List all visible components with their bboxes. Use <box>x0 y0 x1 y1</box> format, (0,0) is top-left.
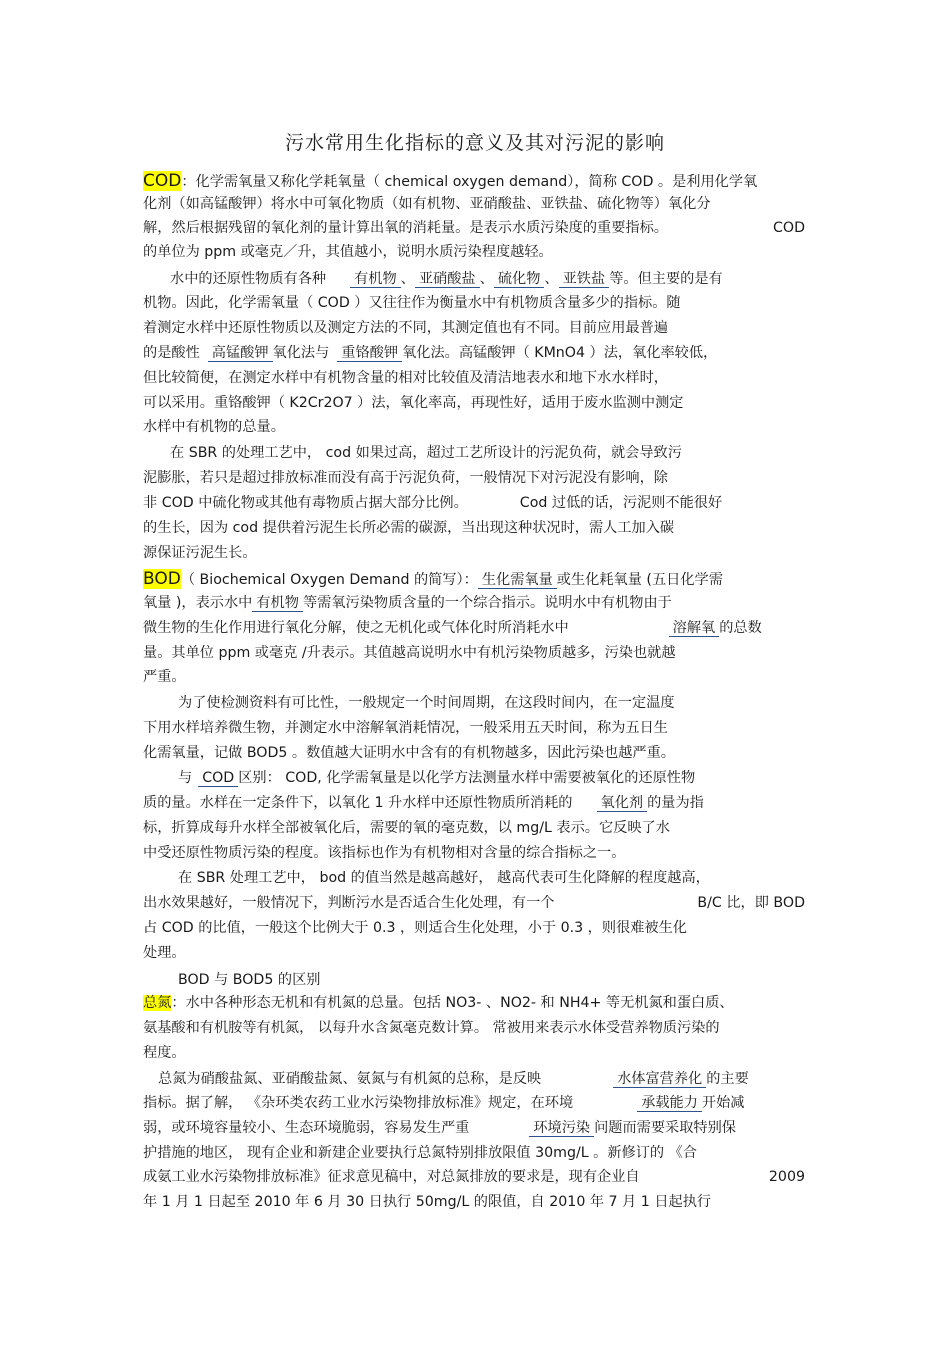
cod-p2-line-3 <box>143 318 668 338</box>
link-pollution: 环境污染 <box>529 1120 594 1137</box>
text: 或生化耗氧量 (五日化学需 <box>556 572 723 588</box>
cod-p2-line-4 <box>143 343 717 363</box>
text: 水中的还原性物质有各种 <box>170 271 327 287</box>
cod-p2-line-1 <box>170 269 723 289</box>
text: 开始减 <box>701 1095 745 1111</box>
text: 2009 <box>768 1169 805 1185</box>
text: 、 <box>544 271 559 287</box>
text: 中受还原性物质污染的程度。该指标也作为有机物相对含量的综合指标之一。 <box>143 845 626 861</box>
text: 的单位为 ppm 或毫克／升，其值越小，说明水质污染程度越轻。 <box>143 244 553 260</box>
tn-p2-line-2 <box>143 1093 744 1113</box>
text: 程度。 <box>143 1045 186 1061</box>
cod-p2-line-5 <box>143 368 668 388</box>
link-cod: COD <box>198 770 238 787</box>
link-oxidant: 氧化剂 <box>597 795 648 812</box>
text: 源保证污泥生长。 <box>143 545 257 561</box>
text: 出水效果越好，一般情况下，判断污水是否适合生化处理，有一个 <box>143 895 555 911</box>
text: 严重。 <box>143 669 186 685</box>
text: 的主要 <box>706 1071 749 1087</box>
link-capacity: 承载能力 <box>637 1095 702 1112</box>
text: 的量为指 <box>647 795 704 811</box>
tn-p2-line-3 <box>143 1118 736 1138</box>
cod-p3-line-2 <box>143 468 668 488</box>
link-sulfide: 硫化物 <box>494 271 545 288</box>
bod-term: BOD <box>143 569 181 589</box>
text: 化剂（如高锰酸钾）将水中可氧化物质（如有机物、亚硝酸盐、亚铁盐、硫化物等）氧化分 <box>143 196 711 212</box>
link-kmno4: 高锰酸钾 <box>208 345 273 362</box>
text: 解，然后根据残留的氧化剂的量计算出氧的消耗量。是表示水质污染度的重要指标。 <box>143 220 668 236</box>
text: 指标。据了解， 《杂环类农药工业水污染物排放标准》规定，在环境 <box>143 1095 574 1111</box>
bod-line-5 <box>143 667 186 687</box>
tn-p2-line-4 <box>143 1143 697 1163</box>
text: 等需氧污染物质含量的一个综合指示。说明水中有机物由于 <box>302 595 672 611</box>
bod-p3-line-4 <box>143 843 625 863</box>
tn-p2-line-5 <box>143 1167 805 1187</box>
bod-line-2 <box>143 593 672 613</box>
text: 年 1 月 1 日起至 2010 年 6 月 30 日执行 50mg/L 的限值，自 2010 年 7 月 1 日起执行 <box>143 1194 712 1210</box>
link-bod: 生化需氧量 <box>478 572 557 589</box>
text: 为了使检测资料有可比性，一般规定一个时间周期，在这段时间内，在一定温度 <box>178 695 675 711</box>
cod-line-4 <box>143 242 553 262</box>
text: 处理。 <box>143 945 186 961</box>
cod-line-2 <box>143 194 711 214</box>
text: 占 COD 的比值，一般这个比例大于 0.3 ，则适合生化处理，小于 0.3 ，则很难被生化 <box>143 920 687 936</box>
tn-term: 总氮 <box>143 995 172 1011</box>
tn-p2-line-6 <box>143 1192 711 1212</box>
text: 在 SBR 的处理工艺中， cod 如果过高，超过工艺所设计的污泥负荷，就会导致污 <box>170 445 682 461</box>
bod-line-4 <box>143 643 676 663</box>
text: 区别： COD, 化学需氧量是以化学方法测量水样中需要被氧化的还原性物 <box>238 770 696 786</box>
cod-p3-line-4 <box>143 518 674 538</box>
cod-p2-line-7 <box>143 417 285 437</box>
cod-p3-line-5 <box>143 543 257 563</box>
text: 弱，或环境容量较小、生态环境脆弱，容易发生严重 <box>143 1120 470 1136</box>
cod-p2-line-6 <box>143 393 684 413</box>
text: 下用水样培养微生物，并测定水中溶解氧消耗情况，一般采用五天时间，称为五日生 <box>143 720 668 736</box>
bod-p3-line-2 <box>143 793 704 813</box>
text: 在 SBR 处理工艺中， bod 的值当然是越高越好， 越高代表可生化降解的程度越高， <box>178 870 710 886</box>
text: 化需氧量，记做 BOD5 。数值越大证明水中含有的有机物越多，因此污染也越严重。 <box>143 745 675 761</box>
text: 、 <box>479 271 494 287</box>
page-title: 污水常用生化指标的意义及其对污泥的影响 <box>284 132 665 154</box>
bod-p4-line-3 <box>143 918 687 938</box>
text: 量。其单位 ppm 或毫克 /升表示。其值越高说明水中有机污染物质越多，污染也就越 <box>143 645 676 661</box>
text: 等。但主要的是有 <box>609 271 723 287</box>
cod-p2-line-2 <box>143 293 681 313</box>
text: Cod 过低的话，污泥则不能很好 <box>519 495 723 511</box>
text: 着测定水样中还原性物质以及测定方法的不同，其测定值也有不同。目前应用最普遍 <box>143 320 668 336</box>
bod-p4-line-1 <box>178 868 710 888</box>
cod-p3-line-3 <box>143 493 722 513</box>
text: 质的量。水样在一定条件下，以氧化 1 升水样中还原性物质所消耗的 <box>143 795 573 811</box>
text: ：化学需氧量又称化学耗氧量（ chemical oxygen demand），简称 COD 。是利用化学氧 <box>181 174 758 190</box>
text: 氨基酸和有机胺等有机氮， 以每升水含氮毫克数计算。 常被用来表示水体受营养物质污染的 <box>143 1020 720 1036</box>
text: COD <box>773 220 805 236</box>
bod-p3-line-3 <box>143 818 670 838</box>
text: 护措施的地区， 现有企业和新建企业要执行总氮特别排放限值 30mg/L 。新修订的 《合 <box>143 1145 697 1161</box>
text: 氧化法与 <box>272 345 330 361</box>
tn-p2-line-1 <box>158 1069 749 1089</box>
bod-bod5-heading <box>178 970 320 990</box>
text: 非 COD 中硫化物或其他有毒物质占据大部分比例。 <box>143 495 468 511</box>
link-organic-2: 有机物 <box>252 595 303 612</box>
text: ：水中各种形态无机和有机氮的总量。包括 NO3- 、NO2- 和 NH4+ 等无机氮和蛋白质、 <box>171 995 734 1011</box>
cod-line-3 <box>143 218 805 238</box>
tn-line-2 <box>143 1018 720 1038</box>
tn-line-1 <box>143 993 734 1013</box>
text: 、 <box>400 271 415 287</box>
text: 但比较简便，在测定水样中有机物含量的相对比较值及清洁地表水和地下水水样时， <box>143 370 668 386</box>
text: 氧量 )，表示水中 <box>143 595 253 611</box>
text: BOD 与 BOD5 的区别 <box>178 972 321 988</box>
bod-p3-line-1 <box>178 768 695 788</box>
text: 的总数 <box>719 620 762 636</box>
bod-p2-line-3 <box>143 743 675 763</box>
text: 总氮为硝酸盐氮、亚硝酸盐氮、氨氮与有机氮的总称，是反映 <box>158 1071 542 1087</box>
text: 问题而需要采取特别保 <box>594 1120 736 1136</box>
cod-p3-line-1 <box>170 443 682 463</box>
link-eutrophication: 水体富营养化 <box>613 1071 706 1088</box>
text: 与 <box>178 770 193 786</box>
bod-p4-line-4 <box>143 943 186 963</box>
text: 水样中有机物的总量。 <box>143 419 285 435</box>
text: （ Biochemical Oxygen Demand 的简写）： <box>180 572 478 588</box>
link-k2cr2o7: 重铬酸钾 <box>337 345 402 362</box>
link-organic: 有机物 <box>350 271 401 288</box>
cod-term: COD <box>143 171 182 191</box>
text: 的生长，因为 cod 提供着污泥生长所必需的碳源，当出现这种状况时，需人工加入碳 <box>143 520 675 536</box>
bod-p4-line-2 <box>143 893 805 913</box>
text: 氧化法。高锰酸钾（ KMnO4 ）法，氧化率较低， <box>402 345 718 361</box>
text: 机物。因此，化学需氧量（ COD ）又往往作为衡量水中有机物质含量多少的指标。随 <box>143 295 681 311</box>
bod-line-3 <box>143 618 762 638</box>
cod-line-1 <box>143 171 757 192</box>
link-nitrite: 亚硝酸盐 <box>415 271 480 288</box>
link-ferrous: 亚铁盐 <box>559 271 610 288</box>
bod-p2-line-1 <box>178 693 675 713</box>
bod-line-1 <box>143 569 723 590</box>
tn-line-3 <box>143 1043 186 1063</box>
text: B/C 比，即 BOD <box>697 895 805 911</box>
bod-p2-line-2 <box>143 718 668 738</box>
link-do: 溶解氧 <box>669 620 720 637</box>
text: 的是酸性 <box>143 345 200 361</box>
text: 成氨工业水污染物排放标准》征求意见稿中，对总氮排放的要求是，现有企业自 <box>143 1169 640 1185</box>
text: 标，折算成每升水样全部被氧化后，需要的氧的毫克数，以 mg/L 表示。它反映了水 <box>143 820 670 836</box>
text: 泥膨胀，若只是超过排放标准而没有高于污泥负荷，一般情况下对污泥没有影响，除 <box>143 470 668 486</box>
text: 微生物的生化作用进行氧化分解，使之无机化或气体化时所消耗水中 <box>143 620 569 636</box>
text: 可以采用。重铬酸钾（ K2Cr2O7 ）法，氧化率高，再现性好，适用于废水监测中测定 <box>143 395 684 411</box>
